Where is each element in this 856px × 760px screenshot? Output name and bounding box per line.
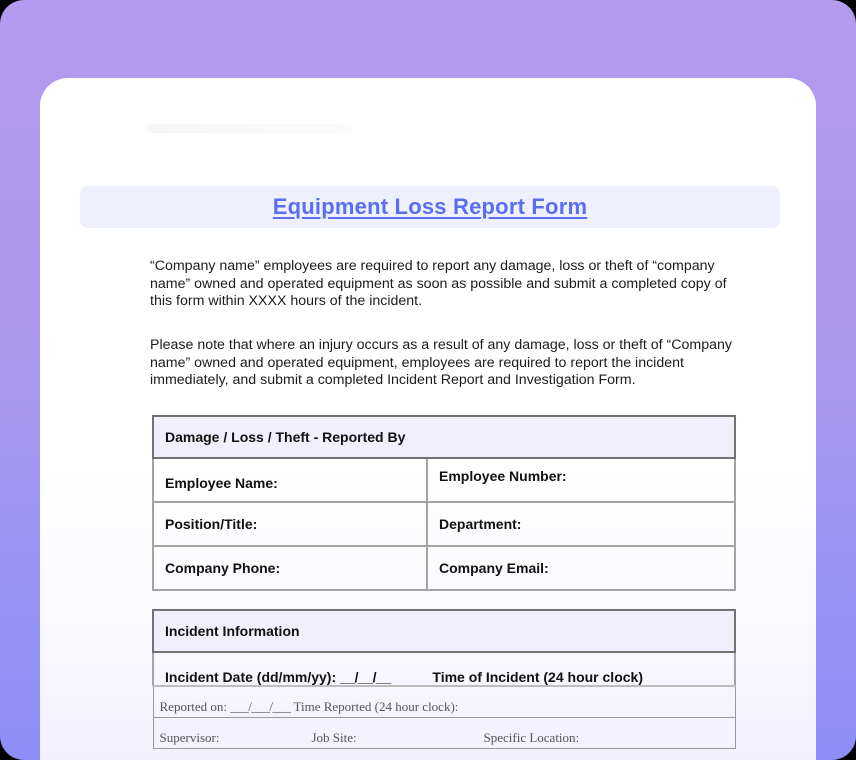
- incident-date-blank[interactable]: __/__/__: [340, 669, 391, 685]
- company-email-field[interactable]: Company Email:: [427, 546, 735, 590]
- employee-name-field[interactable]: Employee Name:: [153, 458, 427, 502]
- position-title-field[interactable]: Position/Title:: [153, 502, 427, 546]
- table-row: [153, 458, 735, 502]
- reported-on-blank[interactable]: ___/___/___: [230, 698, 291, 714]
- intro-paragraph-2: Please note that where an injury occurs as a result of any damage, loss or theft of “Company name” owned and operated equipment, employees are required to report the incident immediately, and submit a completed Incident Report and Investigation Form.: [150, 337, 732, 388]
- time-of-incident-label: Time of Incident (24 hour clock): [432, 669, 643, 685]
- intro-paragraph-1: “Company name” employees are required to report any damage, loss or theft of “company name” owned and operated equipment as soon as possible and submit a completed copy of this form within XXXX hours of the incident.: [150, 258, 727, 309]
- reported-on-field[interactable]: [153, 686, 735, 717]
- incident-date-label: Incident Date (dd/mm/yy):: [165, 669, 337, 685]
- table-row: [153, 686, 735, 717]
- incident-date-time-field[interactable]: [153, 652, 735, 686]
- table-row: [153, 502, 735, 546]
- specific-location-label: Specific Location:: [483, 729, 580, 745]
- title-banner: [80, 186, 780, 228]
- time-reported-label: Time Reported (24 hour clock):: [293, 698, 459, 714]
- reported-on-label: Reported on:: [159, 698, 228, 714]
- table-row: [153, 652, 735, 686]
- department-field[interactable]: Department:: [427, 502, 735, 546]
- reported-by-header: Damage / Loss / Theft - Reported By: [153, 416, 735, 458]
- job-site-label: Job Site:: [311, 729, 357, 745]
- supervisor-label: Supervisor:: [159, 729, 220, 745]
- document-card: [40, 78, 816, 760]
- table-row: [153, 717, 735, 748]
- incident-information-table: [152, 609, 736, 749]
- employee-number-field[interactable]: Employee Number:: [427, 458, 735, 502]
- faint-header-placeholder: [148, 124, 353, 133]
- incident-information-header: Incident Information: [153, 610, 735, 652]
- company-phone-field[interactable]: Company Phone:: [153, 546, 427, 590]
- form-title: Equipment Loss Report Form: [272, 194, 588, 219]
- table-row: [153, 546, 735, 590]
- reported-by-table: [152, 415, 736, 591]
- location-field[interactable]: [153, 717, 735, 748]
